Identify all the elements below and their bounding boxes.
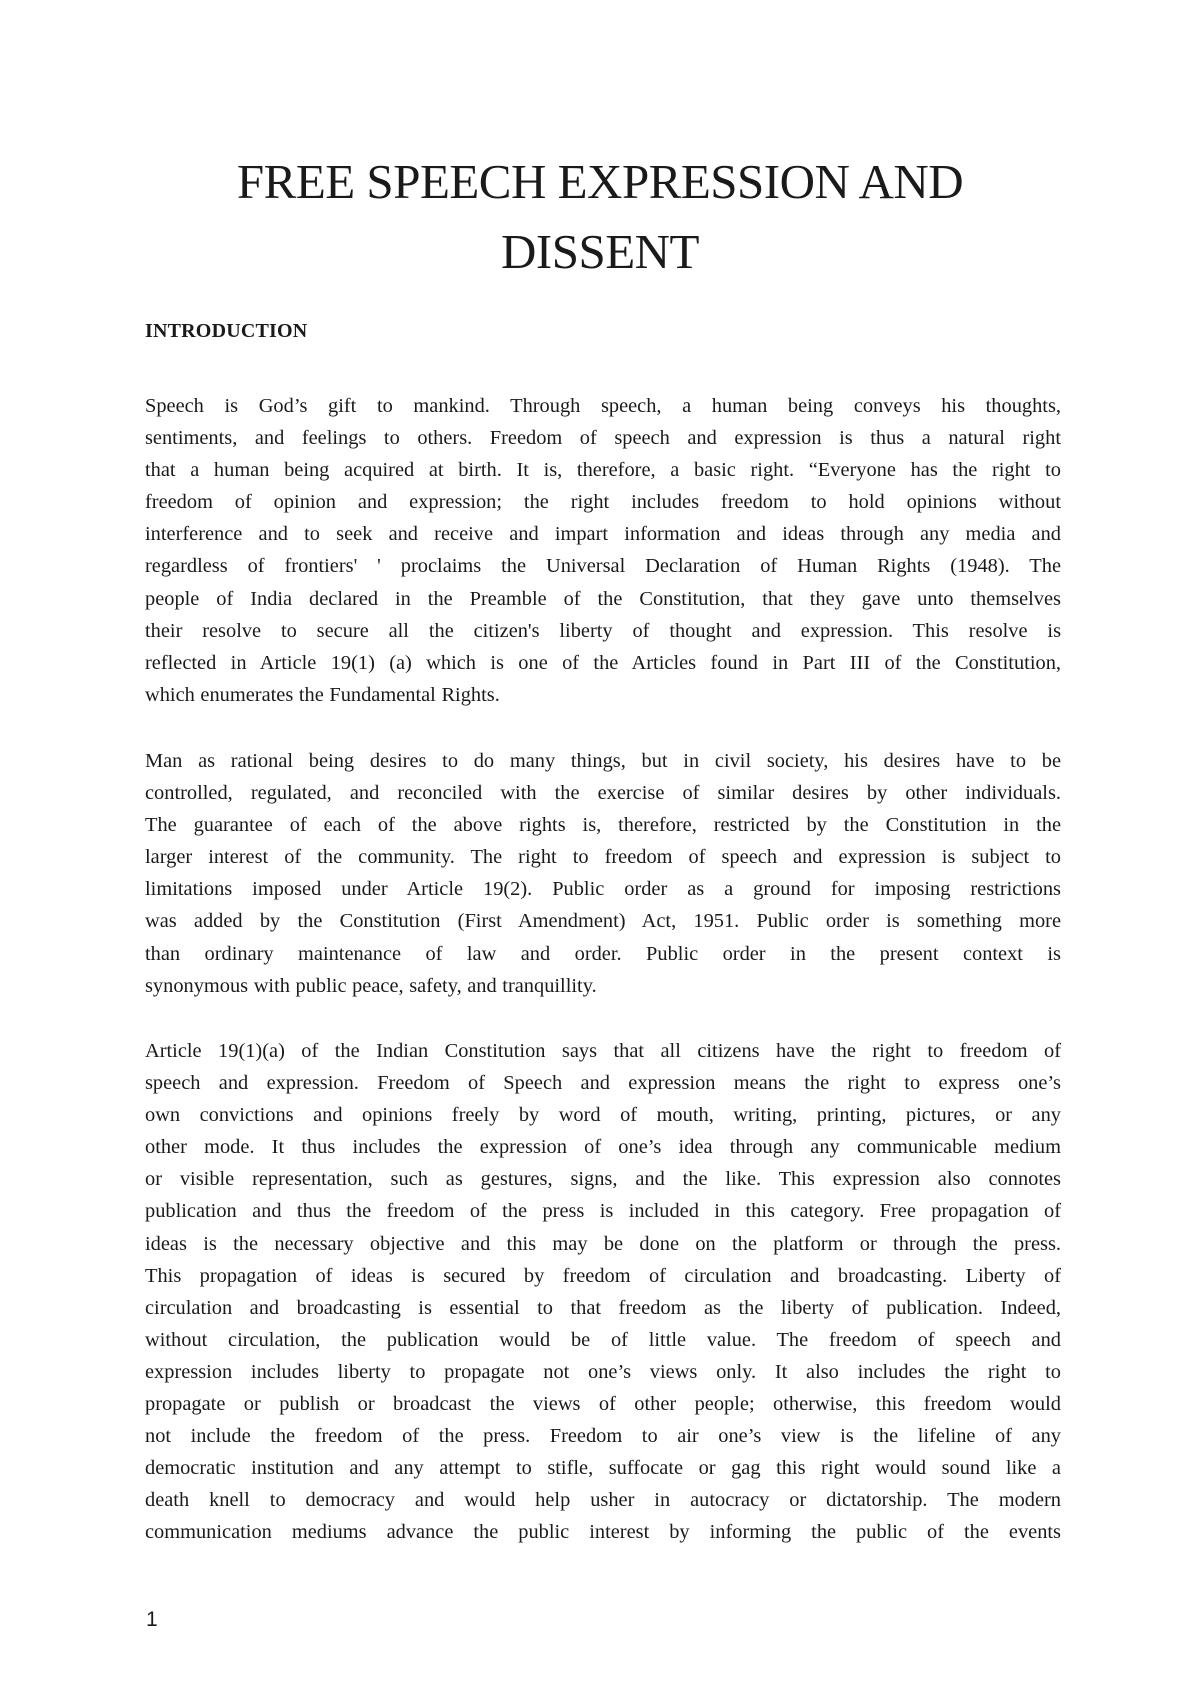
paragraph-line: Man as rational being desires to do many things, but in civil society, his desires have to be <box>145 750 1061 772</box>
paragraph-line: not include the freedom of the press. Freedom to air one’s view is the lifeline of any <box>145 1425 1061 1448</box>
paragraph-line: which enumerates the Fundamental Rights. <box>145 683 500 706</box>
paragraph-line: publication and thus the freedom of the press is included in this category. Free propagation of <box>145 1200 1061 1223</box>
paragraph-line: other mode. It thus includes the expression of one’s idea through any communicable medium <box>145 1136 1061 1159</box>
paragraph-line: limitations imposed under Article 19(2). Public order as a ground for imposing restrictions <box>145 878 1061 901</box>
paragraph-line: was added by the Constitution (First Amendment) Act, 1951. Public order is something more <box>145 910 1061 933</box>
paragraph-line: This propagation of ideas is secured by freedom of circulation and broadcasting. Liberty of <box>145 1264 1061 1287</box>
paragraph-line: synonymous with public peace, safety, and tranquillity. <box>145 974 597 997</box>
paragraph-line: controlled, regulated, and reconciled with the exercise of similar desires by other individuals. <box>145 782 1061 805</box>
section-heading: INTRODUCTION <box>145 320 308 342</box>
paragraph-line: freedom of opinion and expression; the right includes freedom to hold opinions without <box>145 491 1061 514</box>
paragraph-line: death knell to democracy and would help usher in autocracy or dictatorship. The modern <box>145 1489 1061 1512</box>
paragraph-line: expression includes liberty to propagate not one’s views only. It also includes the right to <box>145 1360 1061 1383</box>
paragraph-line: than ordinary maintenance of law and order. Public order in the present context is <box>145 942 1061 965</box>
paragraph-line: people of India declared in the Preamble of the Constitution, that they gave unto themselves <box>145 587 1061 610</box>
paragraph-line: reflected in Article 19(1) (a) which is one of the Articles found in Part III of the Constitution, <box>145 651 1061 674</box>
paragraph-3 <box>145 1035 1061 1549</box>
paragraph-line: or visible representation, such as gestures, signs, and the like. This expression also connotes <box>145 1168 1061 1191</box>
paragraph-line: Article 19(1)(a) of the Indian Constitution says that all citizens have the right to freedom of <box>145 1040 1061 1062</box>
paragraph-line: own convictions and opinions freely by word of mouth, writing, printing, pictures, or any <box>145 1104 1061 1127</box>
paragraph-line: larger interest of the community. The right to freedom of speech and expression is subject to <box>145 846 1061 869</box>
document-title: FREE SPEECH EXPRESSION AND DISSENT <box>236 154 964 279</box>
paragraph-line: that a human being acquired at birth. It is, therefore, a basic right. “Everyone has the right to <box>145 459 1061 482</box>
paragraph-2 <box>145 745 1061 1002</box>
paragraph-line: ideas is the necessary objective and this may be done on the platform or through the press. <box>145 1232 1061 1255</box>
paragraph-line: their resolve to secure all the citizen's liberty of thought and expression. This resolve is <box>145 619 1061 642</box>
paragraph-line: speech and expression. Freedom of Speech and expression means the right to express one’s <box>145 1072 1061 1095</box>
paragraph-line: communication mediums advance the public interest by informing the public of the events <box>145 1521 1061 1544</box>
paragraph-line: The guarantee of each of the above rights is, therefore, restricted by the Constitution in the <box>145 814 1061 837</box>
paragraph-line: Speech is God’s gift to mankind. Through speech, a human being conveys his thoughts, <box>145 395 1061 417</box>
paragraph-line: interference and to seek and receive and impart information and ideas through any media and <box>145 523 1061 546</box>
paragraph-line: propagate or publish or broadcast the views of other people; otherwise, this freedom would <box>145 1393 1061 1416</box>
paragraph-line: sentiments, and feelings to others. Freedom of speech and expression is thus a natural right <box>145 427 1061 450</box>
paragraph-line: regardless of frontiers' ' proclaims the Universal Declaration of Human Rights (1948). The <box>145 555 1061 578</box>
paragraph-1 <box>145 390 1061 711</box>
paragraph-line: circulation and broadcasting is essential to that freedom as the liberty of publication. Indeed, <box>145 1296 1061 1319</box>
paragraph-line: without circulation, the publication would be of little value. The freedom of speech and <box>145 1328 1061 1351</box>
page-number: 1 <box>146 1608 158 1631</box>
paragraph-line: democratic institution and any attempt to stifle, suffocate or gag this right would sound like a <box>145 1457 1061 1480</box>
